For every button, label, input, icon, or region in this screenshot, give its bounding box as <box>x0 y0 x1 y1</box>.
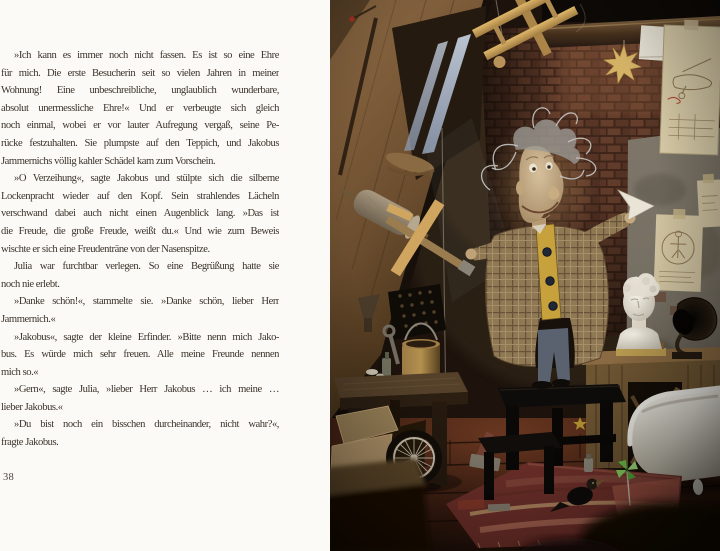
text-line: rücke festzuhalten. Sie plumpste auf den Teppich, und Jakobus <box>1 137 279 149</box>
text-line: die Freude, die große Freude, weißt du.« Und wie zum Beweis <box>1 225 279 237</box>
text-line: »Gern«, sagte Julia, »lieber Herr Jakobus … ich meine … <box>14 384 279 396</box>
text-line: Julia war furchtbar verlegen. So eine Begrüßung hatte sie <box>14 261 279 273</box>
text-line: absolut unermessliche Ehre!« Und er verbeugte sich gleich <box>1 102 279 114</box>
text-line: »Du bist noch ein bisschen durcheinander, nicht wahr?«, <box>14 419 279 431</box>
text-line: fragte Jakobus. <box>1 437 59 449</box>
text-line: »Ich kann es immer noch nicht fassen. Es ist so eine Ehre <box>14 50 279 61</box>
text-line: Jammernich.« <box>1 313 56 325</box>
text-line: Lockenpracht wieder auf den Kopf. Sein strahlendes Lächeln <box>1 190 279 202</box>
text-line: »Danke schön!«, stammelte sie. »Danke schön, lieber Herr <box>14 296 279 308</box>
text-line: »Jakobus«, sagte der kleine Erfinder. »Bitte nenn mich Jako- <box>14 331 279 343</box>
attic-illustration <box>330 0 720 551</box>
page-number: 38 <box>3 472 15 483</box>
story-text <box>1 47 279 452</box>
text-line: verschwand dabei auch nicht einen Augenblick lang. »Das ist <box>1 208 279 220</box>
text-line: Jammernichs völlig kahler Schädel kam zum Vorschein. <box>1 155 216 167</box>
text-line: für mich. Die erste Besucherin seit so vielen Jahren in meiner <box>1 67 279 79</box>
text-line: wischte er sich eine Freudenträne von der Nasenspitze. <box>1 243 210 255</box>
text-line: noch einmal, wobei er vor lauter Aufregung vergaß, seine Pe- <box>1 120 279 132</box>
text-line: bus. Es würde mich sehr freuen. Alle meine Freunde nennen <box>1 349 279 361</box>
text-line: »O Verzeihung«, sagte Jakobus und stülpte sich die silberne <box>14 173 279 185</box>
text-line: mich so.« <box>1 366 39 378</box>
text-line: Wohnung! Eine unbeschreibliche, unglaublich wunderbare, <box>1 85 279 97</box>
text-line: lieber Jakobus.« <box>1 401 63 413</box>
attic-photo-scene <box>330 0 720 551</box>
vignette <box>330 0 720 551</box>
text-line: noch nie erlebt. <box>1 278 60 290</box>
